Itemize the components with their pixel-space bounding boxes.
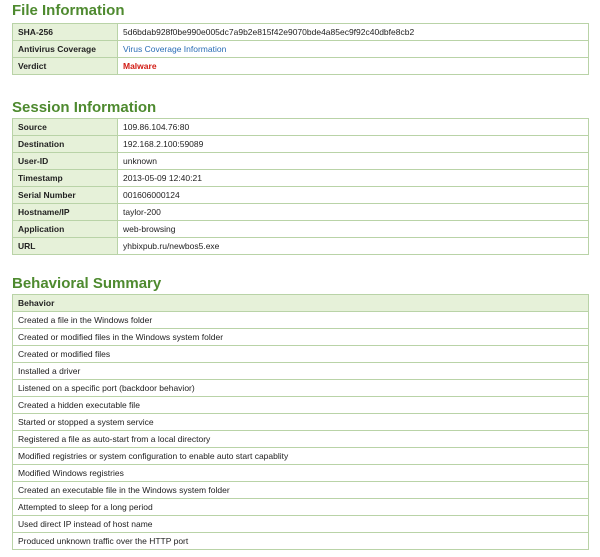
table-header-row xyxy=(13,295,589,312)
source-label: Source xyxy=(13,119,118,136)
destination-value: 192.168.2.100:59089 xyxy=(118,136,589,153)
behavior-column-header: Behavior xyxy=(13,295,589,312)
user-id-label: User-ID xyxy=(13,153,118,170)
source-value: 109.86.104.76:80 xyxy=(118,119,589,136)
table-row xyxy=(13,482,589,499)
hostname-label: Hostname/IP xyxy=(13,204,118,221)
timestamp-value: 2013-05-09 12:40:21 xyxy=(118,170,589,187)
behavior-item: Produced unknown traffic over the HTTP port xyxy=(13,533,589,550)
behavioral-summary-heading: Behavioral Summary xyxy=(12,275,162,292)
file-information-table xyxy=(12,23,589,75)
table-row xyxy=(13,448,589,465)
behavior-item: Installed a driver xyxy=(13,363,589,380)
session-information-table xyxy=(12,118,589,255)
url-label: URL xyxy=(13,238,118,255)
behavior-item: Registered a file as auto-start from a local directory xyxy=(13,431,589,448)
behavior-item: Attempted to sleep for a long period xyxy=(13,499,589,516)
table-row xyxy=(13,431,589,448)
behavior-item: Modified registries or system configuration to enable auto start capablity xyxy=(13,448,589,465)
application-label: Application xyxy=(13,221,118,238)
sha256-label: SHA-256 xyxy=(13,24,118,41)
table-row xyxy=(13,204,589,221)
behavior-item: Used direct IP instead of host name xyxy=(13,516,589,533)
table-row xyxy=(13,221,589,238)
behavior-item: Created or modified files xyxy=(13,346,589,363)
application-value: web-browsing xyxy=(118,221,589,238)
table-row xyxy=(13,499,589,516)
destination-label: Destination xyxy=(13,136,118,153)
behavior-item: Created a hidden executable file xyxy=(13,397,589,414)
hostname-value: taylor-200 xyxy=(118,204,589,221)
antivirus-coverage-label: Antivirus Coverage xyxy=(13,41,118,58)
behavior-item: Modified Windows registries xyxy=(13,465,589,482)
table-row xyxy=(13,170,589,187)
table-row xyxy=(13,136,589,153)
table-row xyxy=(13,119,589,136)
behavioral-summary-table xyxy=(12,294,589,550)
timestamp-label: Timestamp xyxy=(13,170,118,187)
table-row xyxy=(13,380,589,397)
behavior-item: Created a file in the Windows folder xyxy=(13,312,589,329)
table-row xyxy=(13,516,589,533)
table-row xyxy=(13,414,589,431)
virus-coverage-link[interactable]: Virus Coverage Information xyxy=(123,44,227,54)
verdict-value: Malware xyxy=(123,61,157,71)
table-row xyxy=(13,533,589,550)
serial-number-label: Serial Number xyxy=(13,187,118,204)
table-row xyxy=(13,187,589,204)
file-information-heading: File Information xyxy=(12,2,125,19)
table-row xyxy=(13,312,589,329)
table-row xyxy=(13,238,589,255)
table-row xyxy=(13,58,589,75)
behavior-item: Created an executable file in the Windows system folder xyxy=(13,482,589,499)
table-row xyxy=(13,465,589,482)
verdict-label: Verdict xyxy=(13,58,118,75)
verdict-cell xyxy=(118,58,589,75)
table-row xyxy=(13,41,589,58)
table-row xyxy=(13,153,589,170)
behavior-item: Created or modified files in the Windows system folder xyxy=(13,329,589,346)
session-information-heading: Session Information xyxy=(12,99,157,116)
serial-number-value: 001606000124 xyxy=(118,187,589,204)
table-row xyxy=(13,363,589,380)
url-value: yhbixpub.ru/newbos5.exe xyxy=(118,238,589,255)
table-row xyxy=(13,329,589,346)
sha256-value: 5d6bdab928f0be990e005dc7a9b2e815f42e9070bde4a85ec9f92c40dbfe8cb2 xyxy=(118,24,589,41)
antivirus-coverage-cell xyxy=(118,41,589,58)
table-row xyxy=(13,346,589,363)
table-row xyxy=(13,24,589,41)
behavior-item: Listened on a specific port (backdoor behavior) xyxy=(13,380,589,397)
behavior-item: Started or stopped a system service xyxy=(13,414,589,431)
user-id-value: unknown xyxy=(118,153,589,170)
table-row xyxy=(13,397,589,414)
